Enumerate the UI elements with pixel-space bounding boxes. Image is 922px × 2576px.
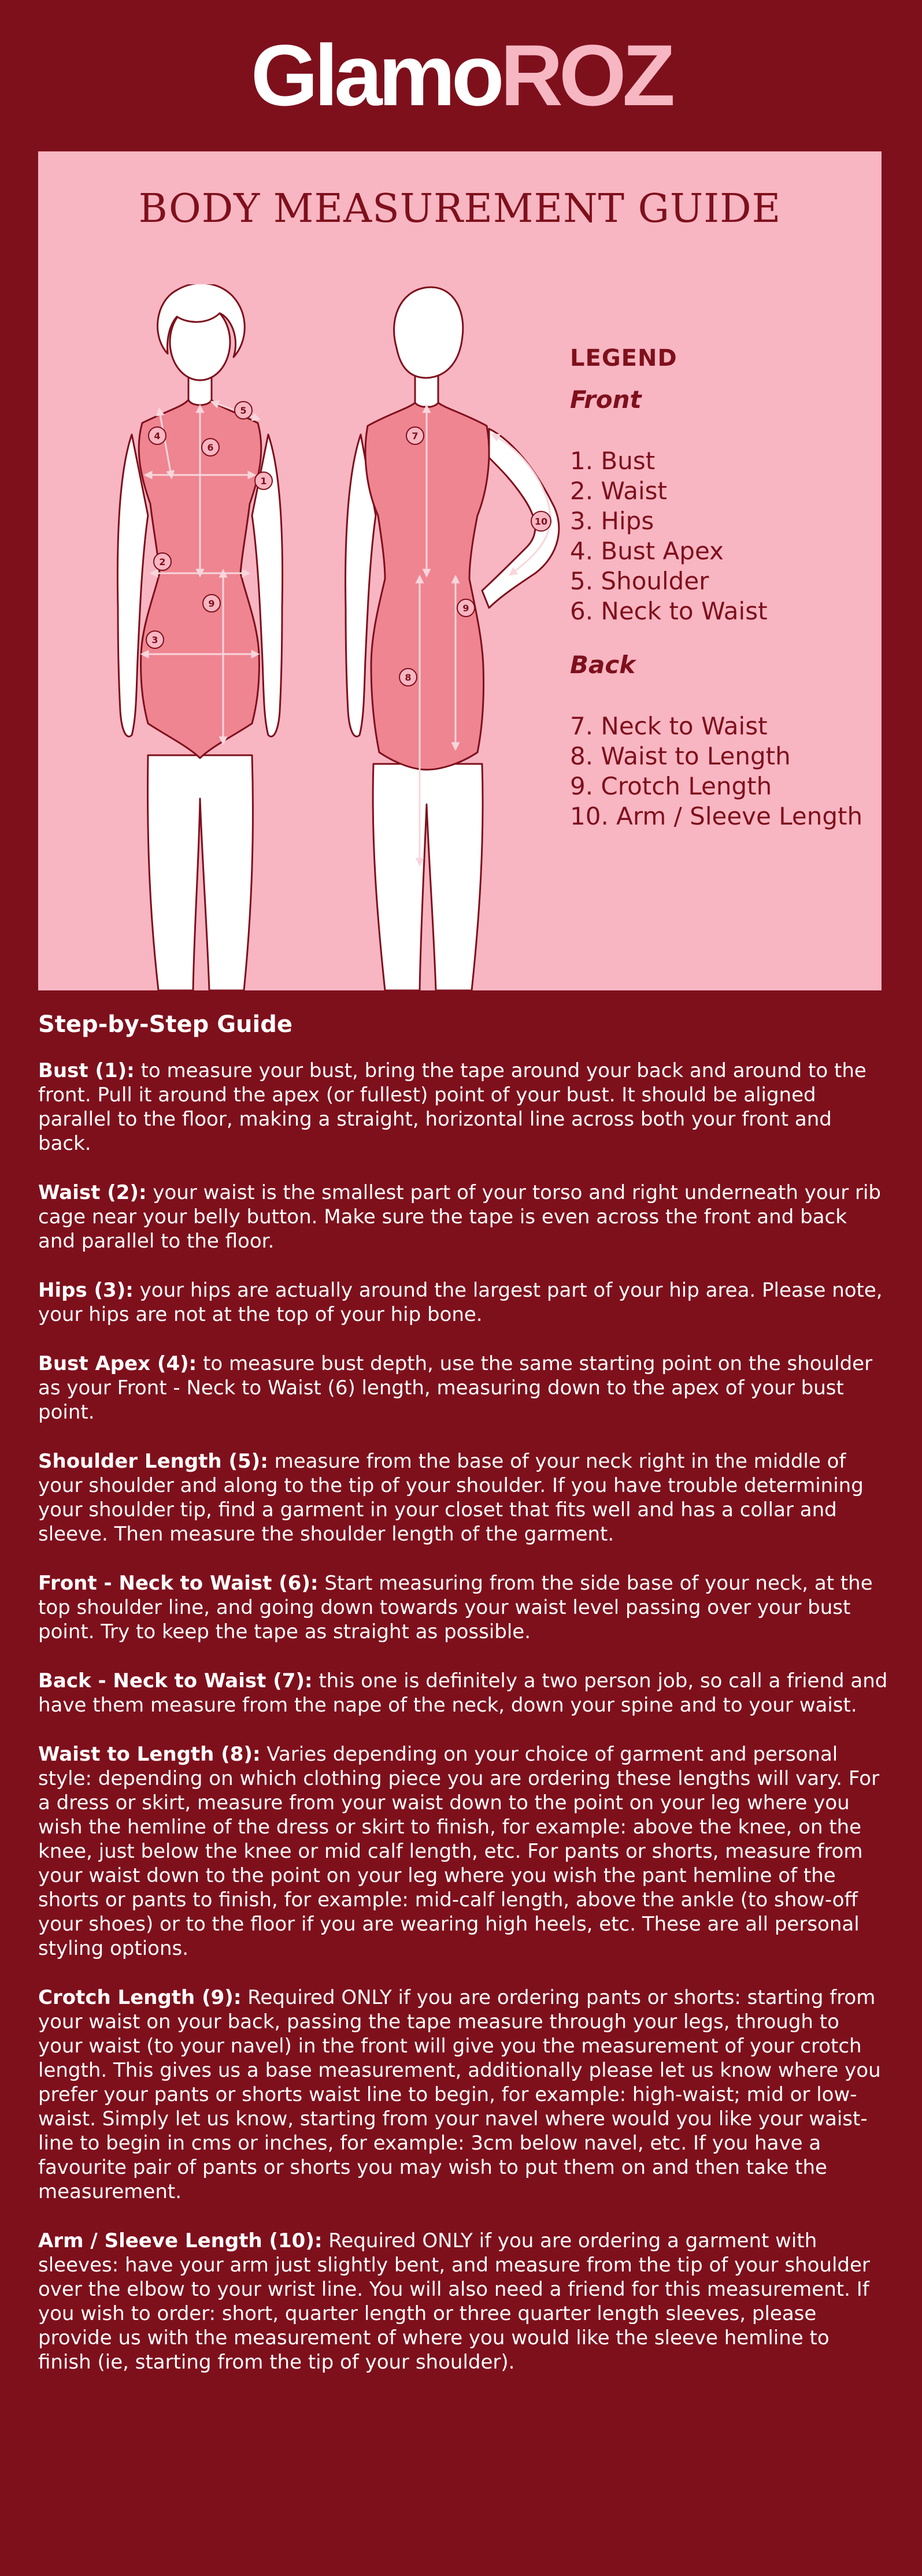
step-term: Arm / Sleeve Length (10): [38,2229,323,2252]
legend [570,345,862,832]
step-waist [38,1181,888,1253]
step-text: Varies depending on your choice of garment and personal style: depending on which clothing piece you are ordering these lengths will vary. For a dress or skirt, measure from your waist down to the point on your leg where you wish the hemline of the dress or skirt to finish, for example: above the knee, on the knee, just below the knee or mid calf length, etc. For pants or shorts, measure from your waist down to the point on your leg where you wish the pant hemline of the shorts or pants to finish, for example: mid-calf length, above the ankle (to show-off your shoes) or to the floor if you are wearing high heels, etc. These are all personal styling options. [38,1743,880,1960]
front-marker-5 [235,402,252,419]
step-term: Front - Neck to Waist (6): [38,1572,319,1595]
legend-item: 2. Waist [570,477,668,505]
legend-item: 7. Neck to Waist [570,712,768,740]
svg-text:5: 5 [240,405,247,416]
back-marker-9 [457,599,475,617]
step-text: this one is definitely a two person job, so call a friend and have them measure from the nape of the neck, down your spine and to your waist. [38,1669,888,1717]
front-marker-3 [146,631,164,648]
back-marker-7 [406,427,424,444]
guide-title: BODY MEASUREMENT GUIDE [138,186,782,232]
step-hips [38,1278,888,1327]
back-figure-legs [373,764,483,990]
step-text: Required ONLY if you are ordering pants or shorts: starting from your waist on your back, passing the tape measure through your legs, through to your waist (to your navel) in the front will give you the measurement of your crotch length. This gives us a base measurement, additionally please let us know where you prefer your pants or shorts waist line to begin, for example: high-waist; mid or low-waist. Simply let us know, starting from your navel where would you like your waist-line to begin in cms or inches, for example: 3cm below navel, etc. If you have a favourite pair of pants or shorts you may wish to put them on and then take the measurement. [38,1986,881,2203]
svg-text:3: 3 [151,634,158,645]
back-marker-8 [399,669,417,686]
step-waist-to-length [38,1742,888,1961]
step-text: Start measuring from the side base of your neck, at the top shoulder line, and going down towards your waist level passing over your bust point. Try to keep the tape as straight as possible. [38,1572,873,1643]
front-marker-6 [202,439,219,456]
legend-item: 4. Bust Apex [570,537,724,565]
legend-item: 6. Neck to Waist [570,597,768,625]
step-shoulder-length [38,1449,888,1546]
svg-text:2: 2 [159,556,166,567]
front-figure-legs [148,755,253,990]
step-term: Hips (3): [38,1279,134,1302]
step-text: measure from the base of your neck right in the middle of your shoulder and along to the tip of your shoulder. If you have trouble determining your shoulder tip, find a garment in your closet that fits well and has a collar and sleeve. Then measure the shoulder length of the garment. [38,1450,864,1546]
svg-text:9: 9 [208,598,215,609]
legend-front-heading: Front [570,385,642,414]
svg-text:9: 9 [462,603,469,614]
legend-item: 10. Arm / Sleeve Length [570,802,863,830]
legend-item: 3. Hips [570,507,654,535]
step-text: your hips are actually around the largest part of your hip area. Please note, your hips are not at the top of your hip bone. [38,1279,883,1326]
front-marker-9 [203,595,220,612]
step-front-neck-to-waist [38,1571,888,1644]
back-marker-10 [531,511,551,531]
measurement-guide-panel [38,151,882,990]
step-crotch-length [38,1985,888,2204]
back-figure-hair [394,287,463,378]
step-back-neck-to-waist [38,1669,888,1717]
step-term: Waist to Length (8): [38,1743,261,1766]
step-bust [38,1059,888,1156]
svg-text:8: 8 [405,672,412,683]
brand-logo [0,27,922,124]
legend-item: 9. Crotch Length [570,772,772,800]
legend-item: 1. Bust [570,447,656,475]
step-text: Required ONLY if you are ordering a garment with sleeves: have your arm just slightly bent, and measure from the tip of your shoulder over the elbow to your wrist line. You will also need a friend for this measurement. If you wish to order: short, quarter length or three quarter length sleeves, please provide us with the measurement of where you would like the sleeve hemline to finish (ie, starting from the tip of your shoulder). [38,2229,870,2374]
svg-text:1: 1 [260,476,267,487]
svg-text:6: 6 [207,442,214,453]
legend-item: 8. Waist to Length [570,742,791,770]
step-term: Bust (1): [38,1059,135,1082]
steps-title: Step-by-Step Guide [38,1011,292,1038]
svg-text:4: 4 [154,430,161,441]
front-marker-2 [154,553,171,570]
step-text: to measure your bust, bring the tape around your back and around to the front. Pull it around the apex (or fullest) point of your bust. It should be aligned parallel to the floor, making a straight, horizontal line across both your front and back. [38,1059,867,1155]
step-term: Waist (2): [38,1181,147,1204]
front-marker-4 [149,427,166,444]
front-figure [117,284,282,990]
step-by-step-guide [38,1011,888,2399]
legend-item: 5. Shoulder [570,567,709,595]
step-term: Back - Neck to Waist (7): [38,1669,313,1692]
back-figure [346,287,559,990]
step-term: Shoulder Length (5): [38,1450,268,1473]
logo-text-glamo: Glamo [250,27,501,124]
svg-text:10: 10 [534,516,548,527]
body-figures-illustration [96,284,616,990]
step-arm-sleeve-length [38,2229,888,2374]
svg-text:7: 7 [412,430,419,441]
step-text: to measure bust depth, use the same starting point on the shoulder as your Front - Neck to Waist (6) length, measuring down to the apex of your bust point. [38,1352,873,1424]
legend-title: LEGEND [570,345,677,372]
step-term: Bust Apex (4): [38,1352,197,1375]
step-text: your waist is the smallest part of your torso and right underneath your rib cage near your belly button. Make sure the tape is even across the front and back and parallel to the floor. [38,1181,881,1253]
step-bust-apex [38,1352,888,1424]
front-marker-1 [255,472,272,489]
legend-back-heading: Back [570,651,636,679]
step-term: Crotch Length (9): [38,1986,242,2009]
logo-text-roz: ROZ [500,27,672,124]
